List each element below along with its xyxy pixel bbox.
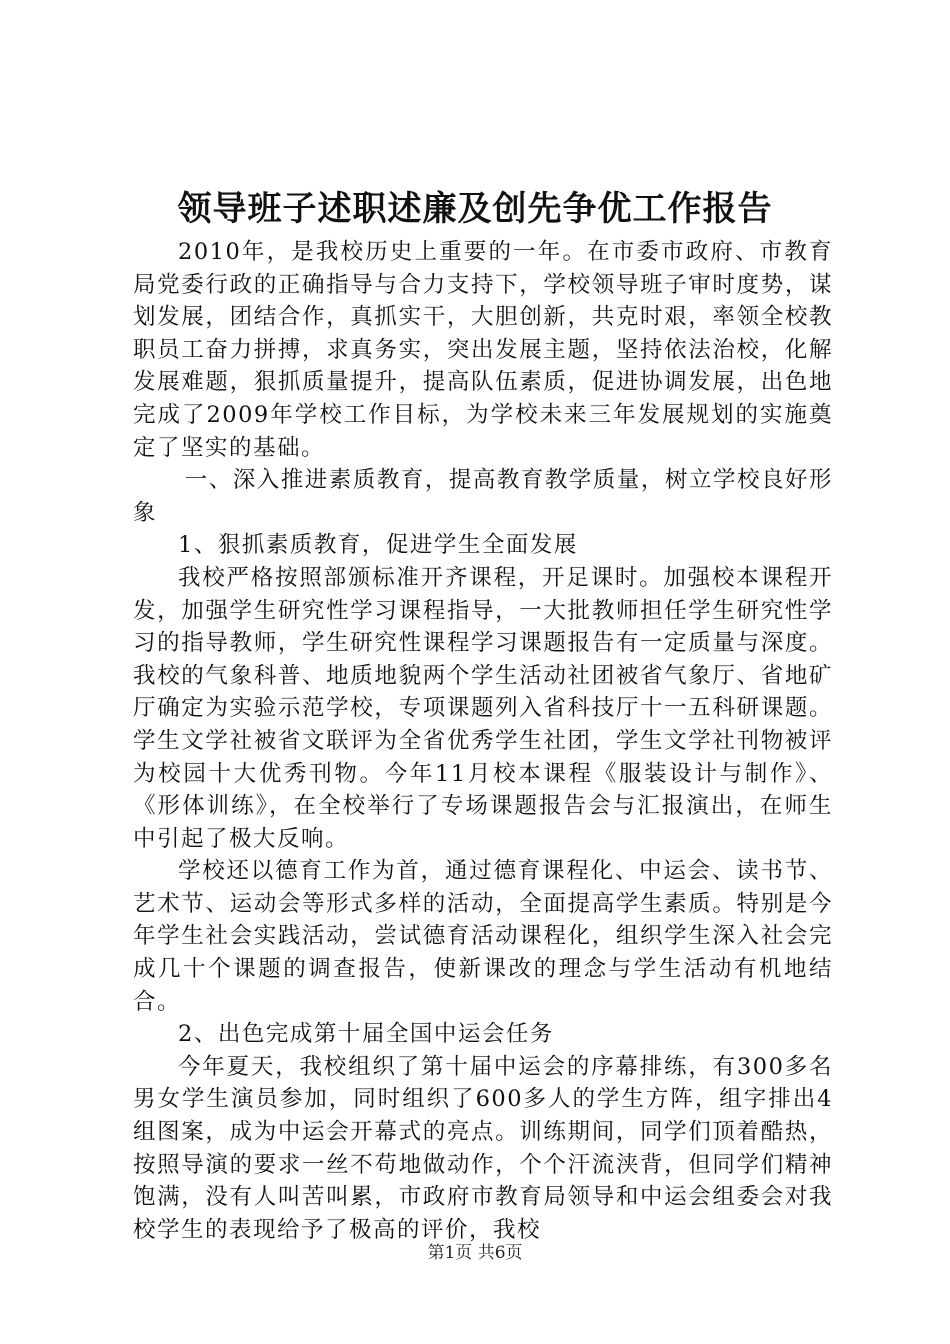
subsection-heading-1: 1、狠抓素质教育，促进学生全面发展 [178, 532, 578, 559]
subsection-heading-2: 2、出色完成第十届全国中运会任务 [178, 1021, 554, 1048]
document-body [133, 236, 833, 1246]
paragraph-moral-education: 学校还以德育工作为首，通过德育课程化、中运会、读书节、艺术节、运动会等形式多样的活动，全面提高学生素质。特别是今年学生社会实践活动，尝试德育活动课程化，组织学生深入社会完成几十个课题的调查报告，使新课改的理念与学生活动有机地结合。 [133, 858, 833, 1015]
paragraph-curriculum: 我校严格按照部颁标准开齐课程，开足课时。加强校本课程开发，加强学生研究性学习课程指导，一大批教师担任学生研究性学习的指导教师，学生研究性课程学习课题报告有一定质量与深度。我校的气象科普、地质地貌两个学生活动社团被省气象厅、省地矿厅确定为实验示范学校，专项课题列入省科技厅十一五科研课题。学生文学社被省文联评为全省优秀学生社团，学生文学社刊物被评为校园十大优秀刊物。今年11月校本课程《服装设计与制作》、《形体训练》，在全校举行了专场课题报告会与汇报演出，在师生中引起了极大反响。 [133, 564, 833, 852]
document-title: 领导班子述职述廉及创先争优工作报告 [177, 189, 773, 229]
section-heading-1: 一、深入推进素质教育，提高教育教学质量，树立学校良好形象 [133, 467, 833, 526]
paragraph-intro: 2010年，是我校历史上重要的一年。在市委市政府、市教育局党委行政的正确指导与合力支持下，学校领导班子审时度势，谋划发展，团结合作，真抓实干，大胆创新，共克时艰，率领全校教职员工奋力拼搏，求真务实，突出发展主题，坚持依法治校，化解发展难题，狠抓质量提升，提高队伍素质，促进协调发展，出色地完成了2009年学校工作目标，为学校未来三年发展规划的实施奠定了坚实的基础。 [133, 239, 833, 461]
paragraph-games: 今年夏天，我校组织了第十届中运会的序幕排练，有300多名男女学生演员参加，同时组织了600多人的学生方阵，组字排出4组图案，成为中运会开幕式的亮点。训练期间，同学们顶着酷热，按照导演的要求一丝不苟地做动作，个个汗流浃背，但同学们精神饱满，没有人叫苦叫累，市政府市教育局领导和中运会组委会对我校学生的表现给予了极高的评价，我校 [133, 1053, 833, 1243]
page-footer: 第1页 共6页 [427, 1243, 523, 1263]
